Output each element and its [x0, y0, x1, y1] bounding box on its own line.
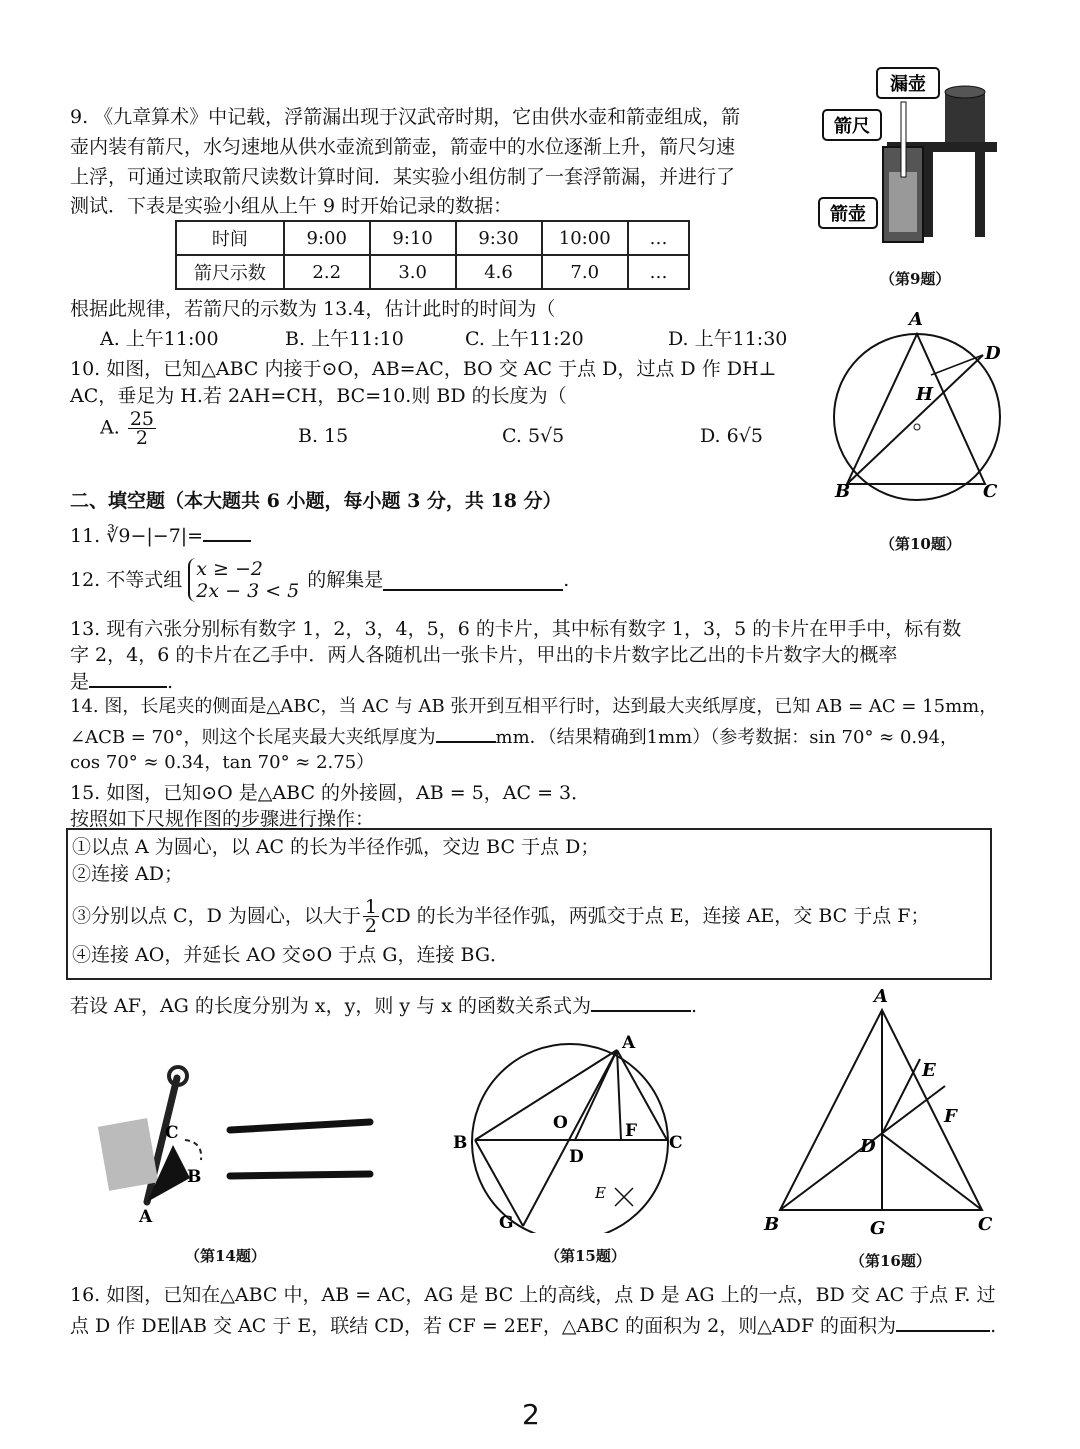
q16-caption: （第16题） — [850, 1252, 931, 1270]
q10-line1: 10. 如图，已知△ABC 内接于⊙O，AB=AC，BO 交 AC 于点 D，过点 D 作 DH⊥ — [70, 358, 777, 380]
q14-caption: （第14题） — [185, 1247, 266, 1265]
q13-line3 — [70, 666, 173, 695]
table-cell: … — [628, 221, 689, 255]
q10-option-a-fraction — [128, 410, 156, 447]
section-title: 二、填空题（本大题共 6 小题，每小题 3 分，共 18 分） — [70, 490, 562, 512]
table-cell: 时间 — [176, 221, 284, 255]
q9-data-table — [175, 220, 690, 290]
q15-step3-fraction — [363, 895, 379, 937]
center-o — [914, 424, 920, 430]
label-d: D — [569, 1147, 584, 1167]
label-f: F — [944, 1106, 957, 1127]
q10-option-a-prefix: A. — [100, 416, 120, 439]
q15-step3 — [72, 894, 929, 938]
q16-end: . — [990, 1315, 997, 1337]
label-c: C — [978, 1214, 993, 1235]
q9-option-c: C. 上午11:20 — [465, 328, 584, 350]
q16-line2 — [70, 1310, 996, 1339]
frame-leg-left — [923, 152, 933, 237]
label-a: A — [874, 986, 888, 1007]
label-loushui: 漏壶 — [890, 74, 926, 95]
q9-line3: 上浮，可通过读取箭尺读数计算时间．某实验小组仿制了一套浮箭漏，并进行了 — [70, 166, 736, 188]
q10-caption: （第10题） — [880, 535, 961, 553]
table-cell: 2.2 — [284, 255, 370, 289]
line-af — [617, 1050, 621, 1140]
q12-suffix: 的解集是 — [307, 569, 384, 591]
q15-step2: ②连接 AD； — [72, 863, 183, 885]
label-d: D — [860, 1136, 876, 1157]
clip-open-top-arm — [230, 1122, 370, 1130]
q12-prefix: 12. 不等式组 — [70, 569, 183, 591]
label-b: B — [187, 1167, 202, 1187]
q15-step1: ①以点 A 为圆心，以 AC 的长为半径作弧，交边 BC 于点 D； — [72, 836, 600, 858]
q9-option-a: A. 上午11:00 — [100, 328, 219, 350]
table-cell: 9:30 — [456, 221, 542, 255]
q16-line1: 16. 如图，已知在△ABC 中，AB = AC，AG 是 BC 上的高线，点 D 是 AG 上的一点，BD 交 AC 于点 F. 过 — [70, 1284, 996, 1306]
label-a: A — [909, 309, 923, 330]
answer-blank[interactable] — [591, 990, 691, 1012]
q13-line1: 13. 现有六张分别标有数字 1，2，3，4，5，6 的卡片，其中标有数字 1，3，5 的卡片在甲手中，标有数 — [70, 618, 962, 640]
q15-question — [70, 990, 697, 1019]
q9-option-b: B. 上午11:10 — [285, 328, 404, 350]
label-c: C — [669, 1133, 683, 1153]
label-b: B — [835, 481, 851, 502]
answer-blank[interactable] — [203, 520, 251, 542]
fraction-numerator: 25 — [129, 408, 154, 430]
q14-line2a: ∠ACB = 70°，则这个长尾夹最大夹纸厚度为 — [70, 727, 436, 748]
q10-option-b: B. 15 — [298, 425, 349, 447]
label-d: D — [985, 343, 1001, 364]
q9-water-clock-figure — [815, 62, 1005, 252]
table-cell: 10:00 — [542, 221, 628, 255]
table-cell: 箭尺示数 — [176, 255, 284, 289]
q15-question-text: 若设 AF，AG 的长度分别为 x，y，则 y 与 x 的函数关系式为 — [70, 995, 591, 1017]
q11 — [70, 520, 251, 549]
label-e: E — [595, 1184, 606, 1202]
label-jianhu: 箭壶 — [830, 204, 866, 225]
triangle-abc — [847, 334, 985, 484]
arc-intersection-e — [615, 1188, 633, 1206]
q15-line1: 15. 如图，已知⊙O 是△ABC 的外接圆，AB = 5，AC = 3． — [70, 782, 591, 804]
inequality-2: 2x − 3 < 5 — [196, 580, 300, 602]
q11-text: 11. ∛9−|−7|= — [70, 525, 204, 547]
q9-line4: 测试．下表是实验小组从上午 9 时开始记录的数据： — [70, 195, 513, 217]
q16-line2-text: 点 D 作 DE∥AB 交 AC 于 E，联结 CD，若 CF = 2EF，△ABC 的面积为 2，则△ADF 的面积为 — [70, 1315, 897, 1337]
q16-triangle-figure — [760, 982, 1010, 1244]
q13-prefix: 是 — [70, 671, 90, 693]
q15-step4: ④连接 AO，并延长 AO 交⊙O 于点 G，连接 BG． — [72, 944, 510, 966]
table-cell: 9:10 — [370, 221, 456, 255]
page-number: 2 — [522, 1398, 540, 1431]
arrow-pot-water — [889, 172, 917, 232]
clip-shading — [98, 1118, 159, 1191]
q9-caption: （第9题） — [880, 270, 951, 288]
table-cell: 9:00 — [284, 221, 370, 255]
q9-line2: 壶内装有箭尺，水匀速地从供水壶流到箭壶，箭壶中的水位逐渐上升，箭尺匀速 — [70, 136, 736, 158]
label-a: A — [622, 1033, 636, 1053]
table-cell: 3.0 — [370, 255, 456, 289]
q15-caption: （第15题） — [545, 1247, 626, 1265]
q9-option-d: D. 上午11:30 — [668, 328, 788, 350]
q10-option-a — [100, 410, 158, 447]
table-cell: … — [628, 255, 689, 289]
q14-line2 — [70, 721, 958, 751]
line-de — [882, 1059, 920, 1134]
answer-blank[interactable] — [89, 666, 167, 688]
label-o: O — [553, 1113, 568, 1133]
supply-pot-top — [945, 86, 985, 98]
label-c: C — [983, 481, 998, 502]
label-e: E — [922, 1060, 936, 1081]
line-bd — [847, 355, 983, 484]
table-cell: 7.0 — [542, 255, 628, 289]
q13-line2: 字 2，4，6 的卡片在乙手中．两人各随机出一张卡片，甲出的卡片数字比乙出的卡片数字大的概率 — [70, 644, 898, 666]
label-b: B — [764, 1214, 780, 1235]
label-c: C — [165, 1123, 179, 1143]
q14-binder-clip-figure — [85, 1060, 395, 1225]
label-jianchi: 箭尺 — [834, 116, 870, 137]
label-h: H — [916, 384, 934, 405]
label-b: B — [453, 1133, 468, 1153]
q12-end: . — [563, 569, 570, 591]
q10-option-c: C. 5√5 — [502, 425, 565, 447]
q15-circle-figure — [445, 1028, 695, 1233]
answer-blank[interactable] — [896, 1310, 990, 1332]
label-g: G — [870, 1218, 886, 1239]
q15-steps-box — [66, 828, 992, 980]
table-cell: 4.6 — [456, 255, 542, 289]
q15-line2: 按照如下尺规作图的步骤进行操作： — [70, 808, 375, 830]
q15-end: . — [690, 995, 698, 1017]
q10-option-d: D. 6√5 — [700, 425, 763, 447]
q14-line1: 14. 图，长尾夹的侧面是△ABC，当 AC 与 AB 张开到互相平行时，达到最大夹纸厚度，已知 AB = AC = 15mm， — [70, 696, 998, 717]
q15-step3-a: ③分别以点 C，D 为圆心，以大于 — [72, 905, 361, 927]
supply-pot-shape — [945, 92, 985, 142]
fraction-denominator: 2 — [364, 914, 377, 937]
q14-line2b: mm．（结果精确到1mm）（参考数据：sin 70° ≈ 0.94， — [495, 727, 959, 748]
inequality-system — [188, 558, 299, 602]
q13-end: . — [167, 671, 174, 693]
q9-question: 根据此规律，若箭尺的示数为 13.4，估计此时的时间为（ — [70, 298, 556, 320]
q15-step3-b: CD 的长为半径作弧，两弧交于点 E，连接 AE，交 BC 于点 F； — [380, 905, 930, 927]
table-row — [176, 255, 689, 289]
q10-circle-figure — [825, 305, 1015, 510]
clip-dashed-arc — [185, 1140, 201, 1160]
q14-line3: cos 70° ≈ 0.34，tan 70° ≈ 2.75） — [70, 752, 375, 773]
arrow-ruler-shape — [901, 102, 906, 177]
fraction-denominator: 2 — [135, 427, 148, 449]
clip-open-bottom-arm — [230, 1174, 370, 1176]
table-row — [176, 221, 689, 255]
line-cd — [882, 1134, 982, 1210]
answer-blank[interactable] — [436, 721, 496, 743]
frame-leg-right — [975, 152, 985, 237]
q12 — [70, 552, 569, 608]
q9-line1: 9. 《九章算术》中记载，浮箭漏出现于汉武帝时期，它由供水壶和箭壶组成，箭 — [70, 106, 741, 128]
answer-blank[interactable] — [383, 569, 563, 591]
label-f: F — [625, 1121, 638, 1141]
q10-line2: AC，垂足为 H.若 2AH=CH，BC=10.则 BD 的长度为（ — [70, 385, 567, 407]
line-dh — [931, 355, 983, 375]
label-g: G — [499, 1213, 514, 1233]
fraction-numerator: 1 — [364, 895, 377, 918]
inequality-1: x ≥ −2 — [196, 558, 263, 580]
label-a: A — [139, 1207, 153, 1225]
